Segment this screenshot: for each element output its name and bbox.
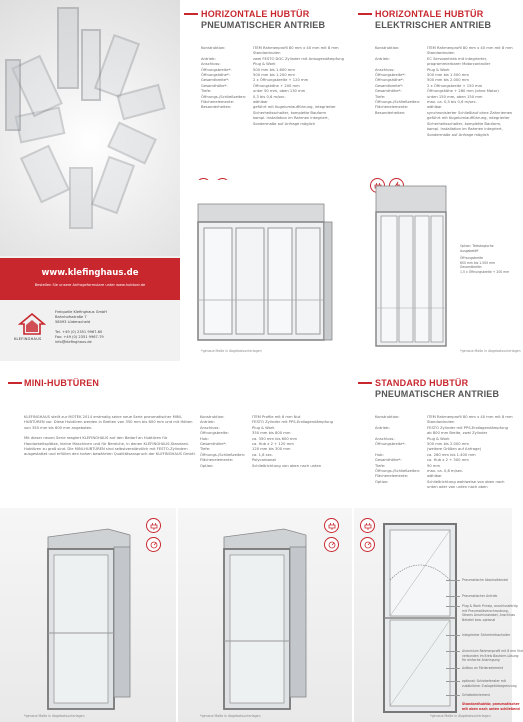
plug-and-work-icon: [324, 518, 339, 533]
spec-value: kompl. Installation im Rahmen integriert,: [253, 116, 329, 121]
footnote: *genaue Maße in Abgebotsunterlagen: [24, 714, 85, 718]
option-note: [460, 244, 512, 275]
callout-highlight: Standardhubtür, pneumatischer: [462, 702, 520, 706]
address-line: Bahnhofsstraße 7: [55, 315, 87, 319]
pneumatic-icon: [146, 537, 161, 552]
spec-value: wählbar: [427, 105, 442, 110]
callout-leader-line: [446, 606, 460, 607]
spec-label: Antrieb:: [201, 56, 216, 61]
spec-value: Öffnungshöhe + 260 mm (ohne Motor): [427, 89, 499, 94]
spec-label: Gesamtbreite*:: [201, 78, 230, 83]
spec-value: ca. Hub x 2 + 120 mm: [252, 442, 294, 447]
callout-leader-line: [446, 580, 460, 581]
callout-label: Netzteil bzw. optional: [462, 617, 496, 622]
callout-label: mit Pneumatikverschraubung,: [462, 608, 509, 613]
horizontal-pneumatic-door-image: [190, 198, 340, 348]
logo-text: KLEFINGHAUS: [14, 337, 42, 341]
callout-label: Integrierter Sicherheitsschalter: [462, 633, 511, 637]
callout-leader-line: [446, 596, 460, 597]
spec-row: [200, 464, 333, 469]
spec-value: 500 mm bis 2.000 mm: [427, 78, 469, 83]
callout-leader-line: [446, 668, 460, 669]
spec-label: Gesamthöhe*:: [201, 83, 228, 88]
spec-value: Sicherheitsschalter, komplette Bauform: [253, 110, 327, 115]
spec-value: ca. 1,8 sec.: [252, 452, 274, 457]
heading-accent: [358, 382, 372, 384]
spec-label: Gesamthöhe*:: [200, 442, 227, 447]
address-line: Freiquelle Klefinghaus GmbH: [55, 310, 107, 314]
spec-value: Plug & Work: [252, 425, 275, 430]
spec-label: Öffnungs-/Schließzeiten:: [375, 469, 421, 474]
spec-label: Tiefe:: [375, 94, 386, 99]
callout-label: Plug & Work Prinzip, anschlussfertig: [462, 604, 518, 608]
spec-label: [375, 133, 427, 138]
spec-label: Flächenelemente:: [375, 474, 409, 479]
spec-label: Flächenelemente:: [201, 100, 235, 105]
mini-door-image-2: [214, 525, 314, 715]
spec-value: Schließrichtung von oben nach unten: [252, 463, 322, 468]
callout-leader-line: [446, 635, 460, 636]
spec-value: ca. Hub x 2 + 300 mm: [427, 458, 469, 463]
note-line: Öffnungsbreite: [460, 256, 484, 261]
spec-row: [201, 122, 344, 127]
spec-value: ca. 350 mm bis 600 mm: [252, 436, 298, 441]
fax: Fax: +49 (0) 2351 9967-79: [55, 335, 104, 339]
spec-label: Konstruktion:: [375, 415, 400, 419]
spec-value: 500 mm bis 2.000 mm: [427, 442, 469, 447]
spec-label: Antrieb:: [375, 425, 390, 430]
spec-value: ITEM Rahmenprofil 80 mm x 40 mm mit 8 mm: [427, 415, 513, 419]
spec-label: Gesamtbreite*:: [375, 83, 404, 88]
spec-label: Konstruktion:: [201, 46, 226, 50]
spec-label: [201, 122, 253, 127]
spec-label: Anschluss:: [201, 62, 221, 67]
section-subtitle: PNEUMATISCHER ANTRIEB: [375, 389, 500, 399]
callout-label: verbunden im Kreis Bauform-Lösung: [462, 653, 519, 658]
spec-value: Plug & Work: [253, 62, 276, 67]
horizontal-electric-door-image: [372, 182, 458, 350]
spec-label: Hub:: [375, 452, 384, 457]
spec-label: Antrieb:: [200, 420, 215, 425]
spec-label: Hub:: [200, 436, 209, 441]
standard-door-diagram-image: [380, 520, 460, 716]
spec-value: 2 x Öffnungsbreite + 120 mm: [253, 78, 309, 83]
callout-label: Aufbau an Förderselement: [462, 666, 504, 670]
spec-label: Konstruktion:: [200, 415, 225, 419]
spec-table-standard: [375, 415, 513, 491]
spec-label: Konstruktion:: [375, 46, 400, 50]
pneumatic-icon: [360, 537, 375, 552]
spec-label: Öffnungs-/Schließzeiten:: [200, 452, 246, 457]
spec-row: [375, 485, 513, 490]
note-line: Gesamtbreite:: [460, 265, 483, 270]
spec-value: geführt mit Kugelumlaufführung, integrierter: [253, 105, 336, 110]
spec-value: 2 x Öffnungsbreite + 150 mm: [427, 83, 483, 88]
spec-value: Standardnuten: [427, 51, 455, 56]
callout-leader-line: [446, 681, 460, 682]
spec-value: wählbar: [253, 100, 268, 105]
spec-value: Standardnuten: [427, 420, 455, 425]
spec-value: unten 150 mm, oben 150 mm: [427, 94, 483, 99]
spec-value: zwei FESTO DGC Zylinder mit Anbugendämpfung: [253, 56, 344, 61]
email[interactable]: info@klefinghaus.de: [55, 340, 92, 344]
spec-value: Polycarbonat: [252, 458, 276, 463]
note-line: 1,5 x Öffnungsbreite + 200 mm: [460, 269, 510, 274]
paragraph: Mit dieser neuen Serie reagiert KLEFINGHAUS auf den Bedarf an Hubtüren für Handarbeitsplätze, kleine Maschinen und für Bereiche, in denen KLEFINGHAUS-Standard-Hubtüren zu groß sind. Die MINI-HUBTÜREN sind selbstverständlich mit FESTO-Zylindern ausgestattet und erfüllen den hohen bewährten Qualitätsanspruch der KLEFINGHAUS GmbH.: [24, 436, 196, 457]
note-line: 600 mm bis 1.500 mm: [460, 260, 496, 265]
heading-accent: [184, 13, 198, 15]
spec-value: geführt mit Kugelumlaufführung, integrierter: [427, 116, 510, 121]
section-title: HORIZONTALE HUBTÜR: [375, 9, 484, 19]
cover-panel: [0, 0, 180, 361]
spec-value: FESTO Zylinder mit PPS-Endlagendämpfung: [252, 420, 333, 425]
website-url[interactable]: www.klefinghaus.de: [41, 268, 139, 278]
spec-label: Flächenelemente:: [200, 458, 234, 463]
spec-label: Anschluss:: [375, 436, 395, 441]
spec-label: Gesamthöhe*:: [375, 89, 402, 94]
spec-label: Besonderheiten:: [201, 105, 232, 110]
spec-value: max. ca. 0,5 bis 0,6 m/sec.: [427, 100, 477, 105]
cover-tagline: Bestellen Sie unsere Anfrageformulare unter www.hubtuer.de: [34, 283, 146, 287]
spec-table-horiz-pneu: [201, 46, 344, 127]
spec-label: Flächenelemente:: [375, 105, 409, 110]
section-title: MINI-HUBTÜREN: [24, 378, 100, 388]
spec-value: Sicherheitsschalter, komplette Bauform,: [427, 121, 502, 126]
spec-value: ITEM Rahmenprofil 80 mm x 40 mm mit 8 mm: [427, 46, 513, 50]
spec-label: Öffnungs-/Schließzeiten:: [375, 100, 421, 105]
footnote: *genaue Maße in Abgebotsunterlagen: [200, 714, 261, 718]
spec-value: Plug & Work: [427, 436, 450, 441]
spec-value: kompl. Installation im Rahmen integriert,: [427, 127, 503, 132]
spec-label: Öffnungshöhe*:: [201, 73, 231, 78]
spec-label: Option:: [375, 479, 389, 484]
callout-label: Aluminium Rahmenprofil mit 8 mm Nut: [462, 649, 523, 653]
spec-value: 500 mm bis 1.200 mm: [253, 73, 295, 78]
spec-value: ITEM Profile mit 6 mm Nut: [252, 415, 301, 419]
mini-door-image-1: [38, 525, 138, 715]
spec-value: unter 50 mm, oben 130 mm: [253, 89, 306, 94]
spec-value: ca. 260 mm bis 1.400 mm: [427, 452, 476, 457]
callout-label: Schiebelenlement: [462, 693, 490, 697]
spec-label: Anschluss:: [375, 67, 395, 72]
callout-label: optional: Schiebefenster mit: [462, 679, 506, 683]
spec-value: FESTO Zylinder mit PPS-Endlagendämpfung: [427, 425, 508, 430]
klefinghaus-logo-icon: [18, 312, 46, 336]
spec-value: Sondermaße auf Anfrage möglich: [253, 121, 315, 126]
spec-value: max. ca. 0,8 m/sec.: [427, 469, 464, 474]
spec-label: Tiefe:: [200, 447, 211, 452]
spec-value: EC Servoantrieb mit integrierter,: [427, 56, 488, 61]
spec-value: 500 mm bis 1.500 mm: [427, 73, 469, 78]
section-title: HORIZONTALE HUBTÜR: [201, 9, 310, 19]
footnote: *genaue Maße in Abgebotsunterlagen: [201, 349, 262, 353]
spec-value: Standardnuten: [253, 51, 281, 56]
footnote: *genaue Maße in Abgebotsunterlagen: [460, 349, 521, 353]
address-line: 58093 Lüdenscheid: [55, 320, 91, 324]
callout-leader-line: [446, 695, 460, 696]
spec-value: Plug & Work: [427, 67, 450, 72]
section-subtitle: ELEKTRISCHER ANTRIEB: [375, 20, 492, 30]
spec-label: Gesamthöhe*:: [375, 458, 402, 463]
plug-and-work-icon: [146, 518, 161, 533]
spec-label: Anschluss:: [200, 425, 220, 430]
heading-accent: [358, 13, 372, 15]
spec-label: [375, 485, 427, 490]
section-title: STANDARD HUBTÜR: [375, 378, 469, 388]
spec-label: Antrieb:: [375, 56, 390, 61]
callout-label: Pneumatischer Antrieb: [462, 594, 498, 598]
spec-label: Öffnungsbreite*:: [375, 442, 406, 447]
spec-label: Öffnungsbreite*:: [375, 73, 406, 78]
callout-label: Pneumatische Abschaltdeckel: [462, 578, 509, 582]
spec-value: 350 mm bis 800 mm: [252, 431, 291, 436]
spec-label: Öffnungs-/Schließzeiten:: [201, 94, 247, 99]
spec-table-mini: [200, 415, 333, 469]
section-subtitle: PNEUMATISCHER ANTRIEB: [201, 20, 326, 30]
spec-label: Öffnungsbreite:: [200, 431, 229, 436]
spec-label: Option:: [200, 463, 214, 468]
callout-label: Stroms Anschlusskabel, Anschluss: [462, 613, 515, 617]
spec-label: Tiefe:: [375, 463, 386, 468]
spec-value: 120 mm bis 300 mm: [252, 447, 291, 452]
callout-label: für einfache Anbringung: [462, 658, 500, 662]
paragraph: KLEFINGHAUS stellt zur MOTEK 2014 erstmalig seine neue Serie pneumatischer MINI-HUBTÜREN vor. Diese Hubtüren werden in Breiten von 350 mm bis 800 mm und mit Höhen von 350 mm bis 600 mm angeboten.: [24, 415, 193, 430]
mini-description: [24, 415, 196, 463]
plug-and-work-icon: [360, 518, 375, 533]
heading-accent: [8, 382, 22, 384]
phone: Tel. +49 (0) 2351 9967-60: [55, 330, 103, 334]
spec-value: unten oder von unten nach oben: [427, 485, 488, 490]
spec-value: 90 mm: [427, 463, 441, 468]
spec-value: wählbar: [427, 474, 442, 479]
spec-label: Öffnungshöhe*:: [375, 78, 405, 83]
pneumatic-icon: [324, 537, 339, 552]
spec-value: ab 800 mm Breite, zwei Zylinder: [427, 431, 488, 436]
spec-value: synchronisierter Schließlauf ohne Zahnriemen: [427, 110, 513, 115]
spec-value: Öffnungshöhe + 200 mm: [253, 83, 300, 88]
spec-label: Öffnungsbreite*:: [201, 67, 232, 72]
callout-leader-line: [446, 651, 460, 652]
spec-value: (weitere Größen auf Anfrage): [427, 447, 482, 452]
door-frames-fan-image: [0, 0, 180, 256]
note-line: Option: Teleskopische Ausgabelöff: [460, 244, 494, 253]
cover-hero-image: [0, 0, 180, 256]
spec-label: Besonderheiten:: [375, 110, 406, 115]
spec-value: Sondermaße auf Anfrage möglich: [427, 132, 489, 137]
callout-label: zusätzlicher Zuslagetürbegrenzung: [462, 683, 517, 688]
spec-value: programmierbarer Motorcontroller: [427, 62, 491, 67]
spec-value: 500 mm bis 1.600 mm: [253, 67, 295, 72]
spec-table-horiz-elec: [375, 46, 513, 138]
spec-value: 0,3 bis 0,6 m/sec.: [253, 94, 286, 99]
spec-label: Tiefe:: [201, 89, 212, 94]
spec-value: ITEM Rahmenprofil 80 mm x 40 mm mit 8 mm: [253, 46, 339, 50]
callout-highlight: mit oben nach unten schließend: [462, 706, 520, 711]
spec-row: [375, 133, 513, 138]
spec-value: Schließrichtung wahlweise von oben nach: [427, 479, 505, 484]
footnote: *genaue Maße in Abgebotsunterlagen: [430, 714, 491, 718]
red-band: [0, 258, 180, 300]
